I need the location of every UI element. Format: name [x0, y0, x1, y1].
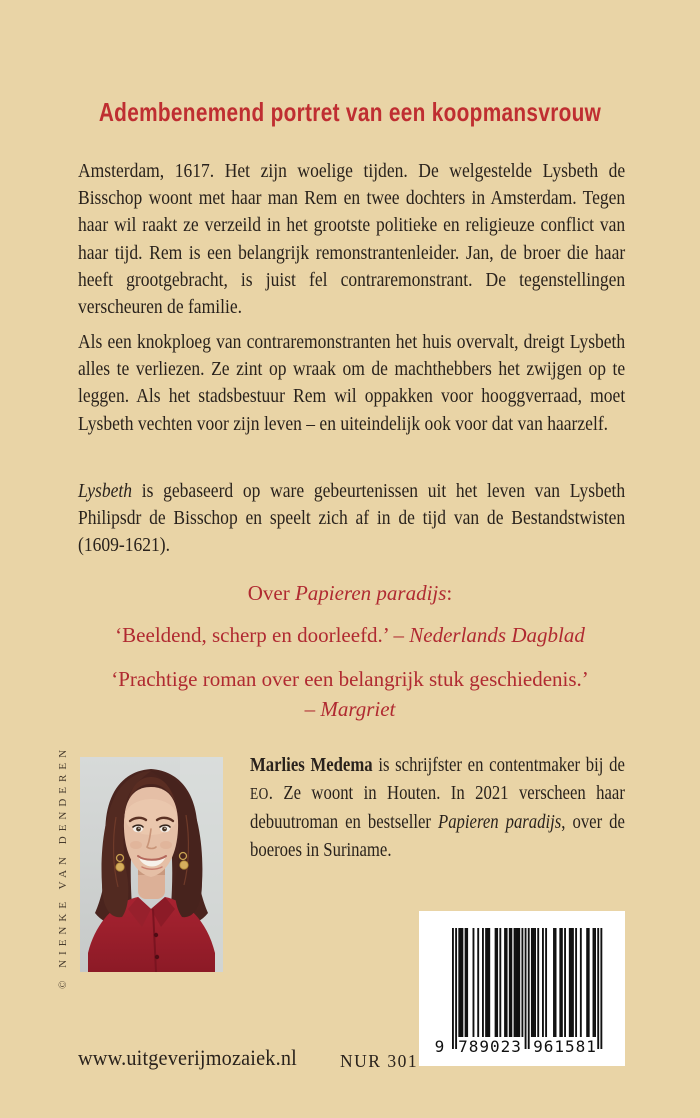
bio-text-3: , over de boeroes in Suriname.	[250, 811, 625, 861]
synopsis-paragraph-1: Amsterdam, 1617. Het zijn woelige tijden. De welgestelde Lysbeth de Bisschop woont met haar man Rem en twee dochters in Amsterdam. Tegen haar wil raakt ze verzeild in het grootste politieke en religieuze conflict van haar tijd. Rem is een belangrijk remonstrantenleider. Jan, de broer die haar heeft grootgebracht, is juist fel contraremonstrant. De tegenstellingen verscheuren de familie.	[78, 160, 626, 319]
bio-text-1: is schrijfster en contentmaker bij de	[372, 754, 625, 776]
review-quote-2: ‘Prachtige roman over een belangrijk stuk geschiedenis.’	[111, 667, 589, 691]
isbn-barcode-svg	[419, 911, 625, 1066]
synopsis-paragraph-2: Als een knokploeg van contraremonstranten het huis overvalt, dreigt Lysbeth alles te verliezen. Ze zint op wraak om de machthebbers het zwijgen op te leggen. Als het stadsbestuur Rem wil oppakken voor hooggverraad, moet Lysbeth vechten voor zijn leven – en uiteindelijk ook voor dat van haarzelf.	[78, 331, 626, 435]
synopsis-paragraph-3-text: is gebaseerd op ware gebeurtenissen uit het leven van Lysbeth Philipsdr de Bisschop en speelt zich af in de tijd van de Bestandstwisten (1609-1621).	[78, 480, 626, 557]
nur-code: NUR 301	[340, 1051, 419, 1071]
reviews-heading-prefix: Over	[247, 581, 295, 605]
author-bio	[250, 751, 625, 864]
reviews-heading	[0, 578, 700, 608]
synopsis-paragraph-3	[78, 478, 625, 560]
barcode-digit-lead: 9	[434, 1037, 446, 1056]
bio-text-2: . Ze woont in Houten. In 2021 verscheen haar debuutroman en bestseller	[250, 782, 625, 833]
review-quote-1-text: ‘Beeldend, scherp en doorleefd.’ –	[115, 623, 410, 647]
author-name: Marlies Medema	[250, 754, 373, 776]
review-quote-1	[0, 620, 700, 650]
debut-title-italic: Papieren paradijs	[437, 811, 562, 833]
barcode-digits-right: 961581	[533, 1037, 597, 1056]
barcode-digits-left: 789023	[458, 1037, 522, 1056]
book-title-italic: Lysbeth	[78, 480, 133, 502]
review-quote-1-source: Nederlands Dagblad	[409, 623, 585, 647]
organisation-eo: EO	[250, 784, 269, 803]
previous-book-title-italic: Papieren paradijs	[294, 581, 447, 605]
review-quote-2-source: – Margriet	[304, 697, 396, 721]
photo-credit: © NIENKE VAN DENDEREN	[57, 744, 69, 989]
author-photo	[80, 757, 223, 972]
publisher-website: www.uitgeverijmozaiek.nl	[78, 1045, 297, 1070]
isbn-barcode	[419, 911, 625, 1066]
reviews-heading-suffix: :	[446, 581, 453, 605]
cover-tagline: Adembenemend portret van een koopmansvrouw	[98, 97, 602, 127]
reviews-section	[0, 578, 700, 724]
review-quote-2-source-line	[0, 694, 700, 724]
